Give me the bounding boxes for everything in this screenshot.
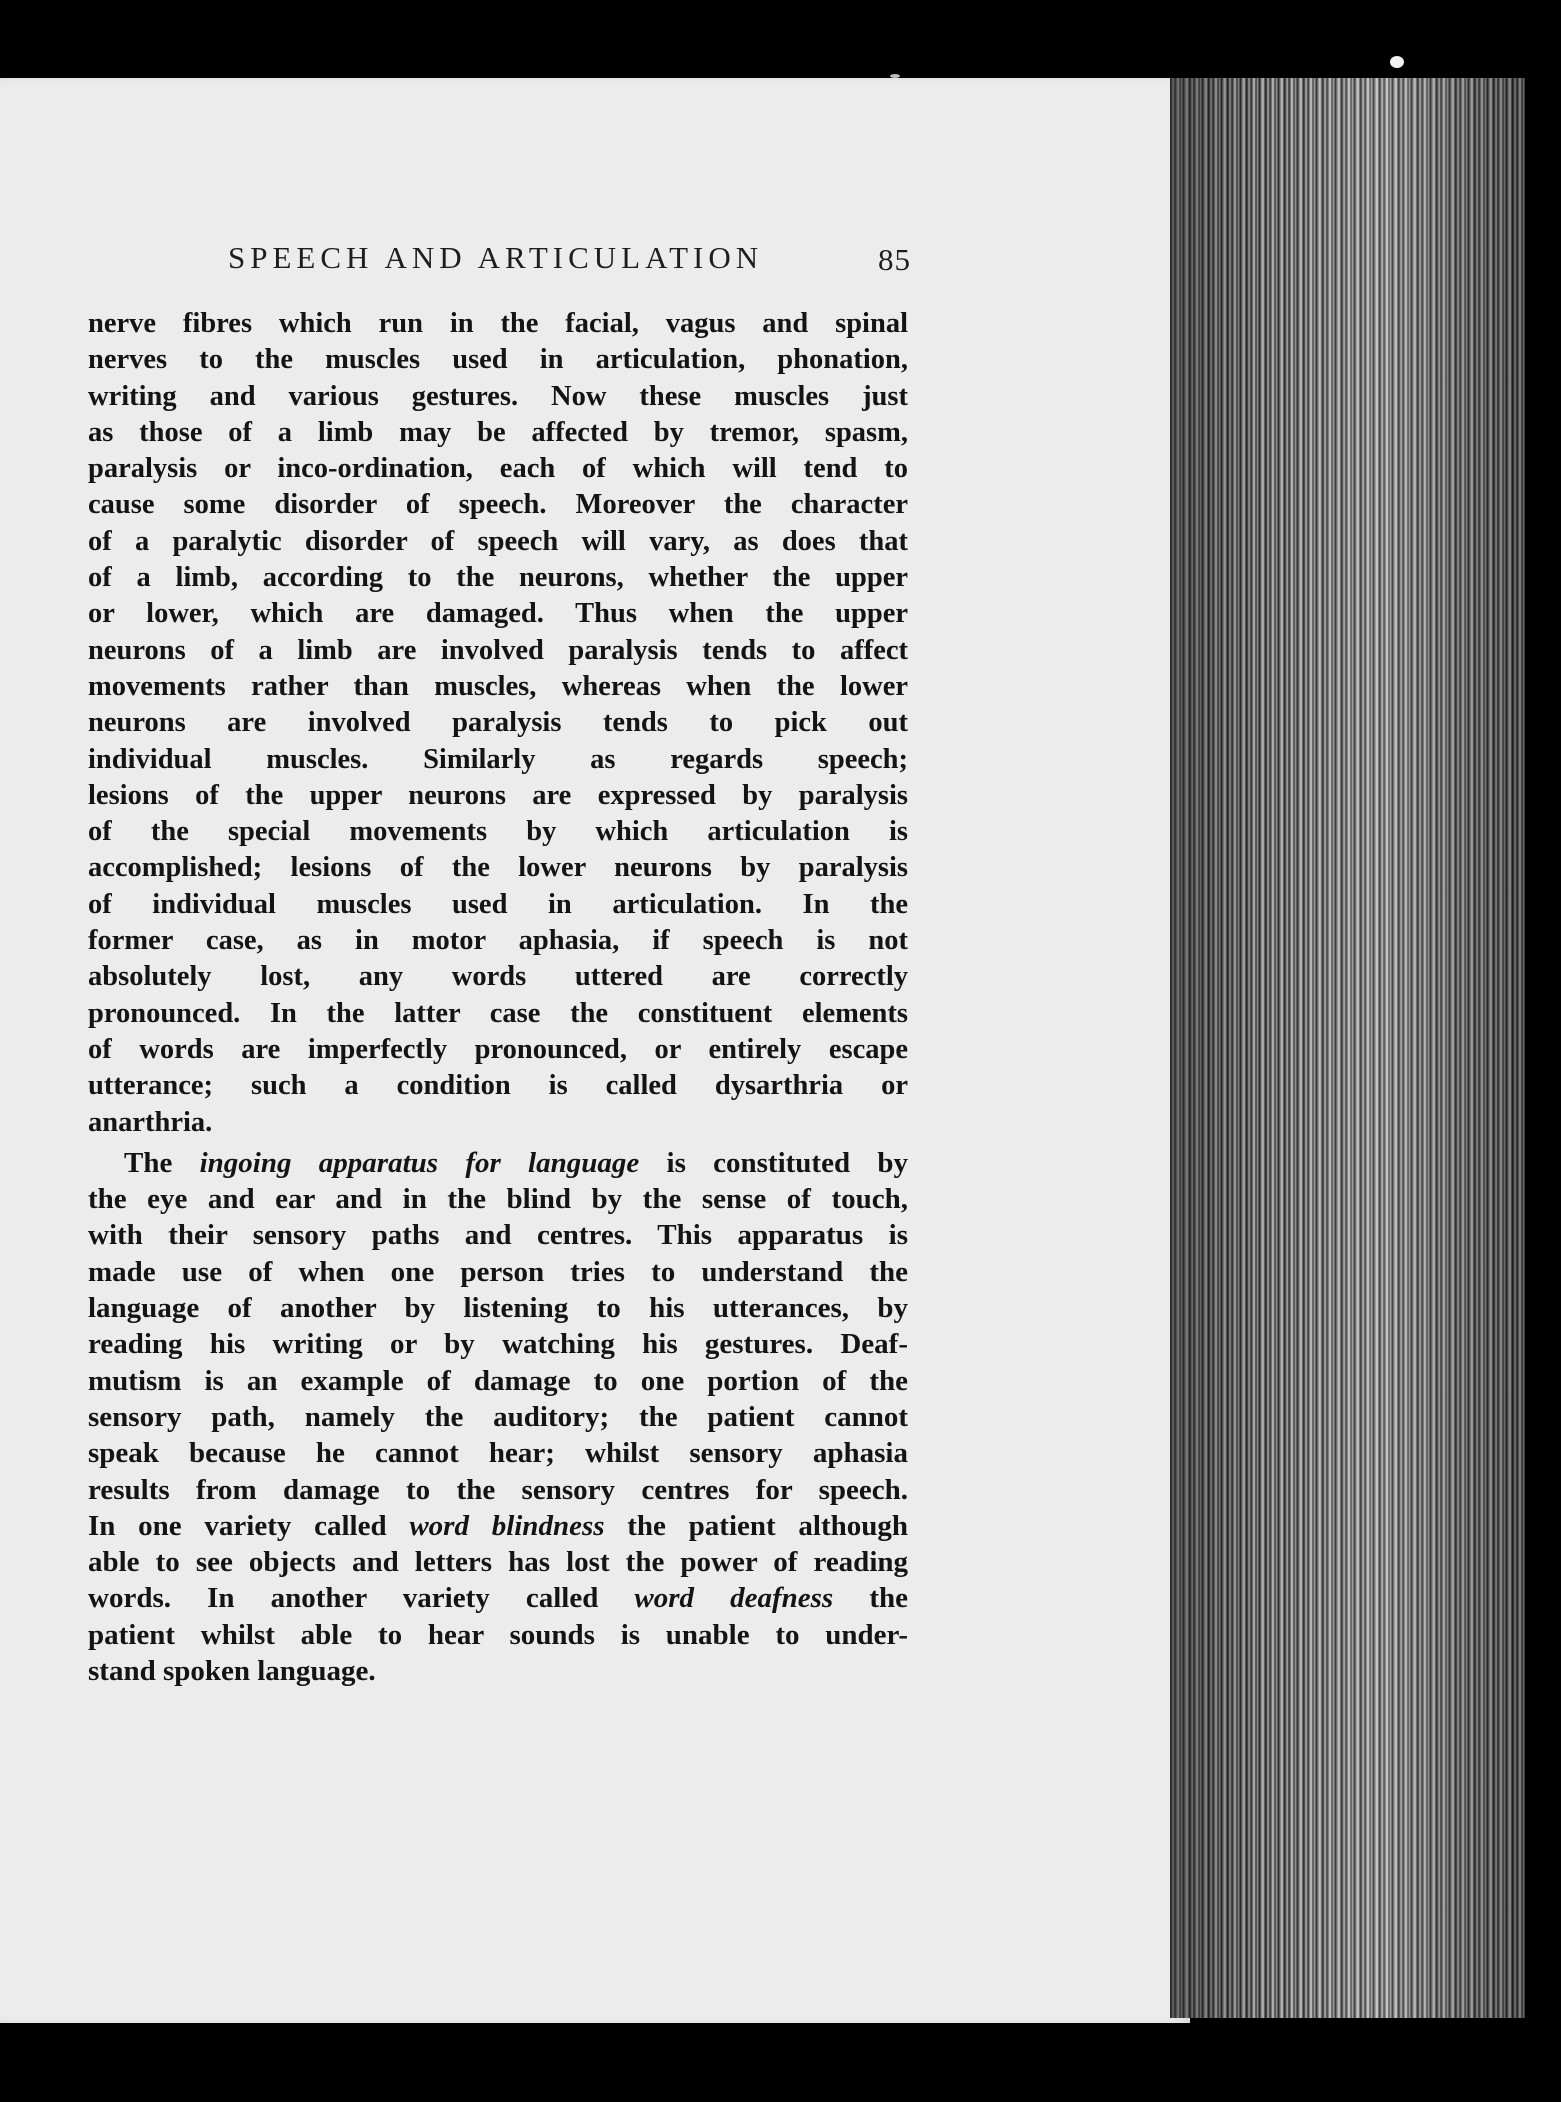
text-line: or lower, which are damaged. Thus when the upper — [88, 598, 908, 630]
running-title: SPEECH AND ARTICULATION — [228, 240, 764, 275]
text-line: anarthria. — [88, 1106, 213, 1138]
text-line: nerve fibres which run in the facial, vagus and spinal — [88, 308, 908, 339]
text-line: of a limb, according to the neurons, whether the upper — [88, 562, 908, 594]
scan-speck — [890, 74, 900, 78]
text-line: paralysis or inco-ordination, each of which will tend to — [88, 453, 908, 485]
text-line: with their sensory paths and centres. This apparatus is — [88, 1219, 908, 1252]
text-line: made use of when one person tries to understand the — [88, 1255, 908, 1288]
italic-term: word deafness — [634, 1582, 834, 1615]
text-line: writing and various gestures. Now these muscles just — [88, 380, 908, 412]
text-run: the — [833, 1582, 908, 1615]
page-number: 85 — [878, 242, 911, 277]
text-line: speak because he cannot hear; whilst sensory aphasia — [88, 1437, 908, 1470]
text-line: absolutely lost, any words uttered are correctly — [88, 961, 908, 993]
paragraph-2-lines — [88, 1181, 908, 1508]
text-line — [88, 1145, 908, 1181]
text-line — [88, 1580, 908, 1616]
text-line: accomplished; lesions of the lower neurons by paralysis — [88, 852, 908, 884]
text-line: reading his writing or by watching his gestures. Deaf- — [88, 1328, 908, 1361]
text-run: words. In another variety called — [88, 1582, 635, 1615]
text-line: the eye and ear and in the blind by the sense of touch, — [88, 1183, 908, 1216]
scan-speck — [1390, 56, 1404, 68]
text-line: cause some disorder of speech. Moreover the character — [88, 489, 908, 521]
text-line: sensory path, namely the auditory; the patient cannot — [88, 1400, 908, 1433]
text-line: results from damage to the sensory centres for speech. — [88, 1473, 908, 1506]
text-line: utterance; such a condition is called dysarthria or — [88, 1070, 908, 1102]
text-line: former case, as in motor aphasia, if speech is not — [88, 925, 908, 957]
text-line: neurons of a limb are involved paralysis tends to affect — [88, 634, 908, 666]
text-line: lesions of the upper neurons are expressed by paralysis — [88, 779, 908, 811]
text-line: neurons are involved paralysis tends to pick out — [88, 707, 908, 739]
text-run: is constituted by — [639, 1146, 908, 1179]
page-edges-shading — [1170, 78, 1525, 2018]
text-run: the patient although — [604, 1509, 908, 1542]
text-line: individual muscles. Similarly as regards speech; — [88, 743, 908, 775]
text-line: nerves to the muscles used in articulation, phonation, — [88, 344, 908, 376]
paragraph-1 — [88, 306, 908, 1141]
text-line: able to see objects and letters has lost the power of reading — [88, 1546, 908, 1579]
body-text — [88, 306, 908, 1689]
text-line: of individual muscles used in articulation. In the — [88, 888, 908, 920]
paragraph-2 — [88, 1145, 908, 1689]
text-line: language of another by listening to his utterances, by — [88, 1292, 908, 1325]
text-line: of words are imperfectly pronounced, or entirely escape — [88, 1033, 908, 1065]
text-line: pronounced. In the latter case the constituent elements — [88, 997, 908, 1029]
text-line: as those of a limb may be affected by tremor, spasm, — [88, 416, 908, 448]
text-line: of a paralytic disorder of speech will vary, as does that — [88, 525, 908, 557]
text-line: patient whilst able to hear sounds is unable to under- — [88, 1618, 908, 1651]
text-line: movements rather than muscles, whereas when the lower — [88, 670, 908, 702]
text-run: In one variety called — [88, 1509, 410, 1542]
text-line — [88, 1508, 908, 1544]
italic-term: word blindness — [409, 1509, 605, 1542]
text-line: of the special movements by which articulation is — [88, 816, 908, 848]
text-line: stand spoken language. — [88, 1654, 376, 1687]
text-line: mutism is an example of damage to one portion of the — [88, 1364, 908, 1397]
text-run: The — [124, 1146, 200, 1179]
italic-term: ingoing apparatus for language — [199, 1146, 640, 1179]
